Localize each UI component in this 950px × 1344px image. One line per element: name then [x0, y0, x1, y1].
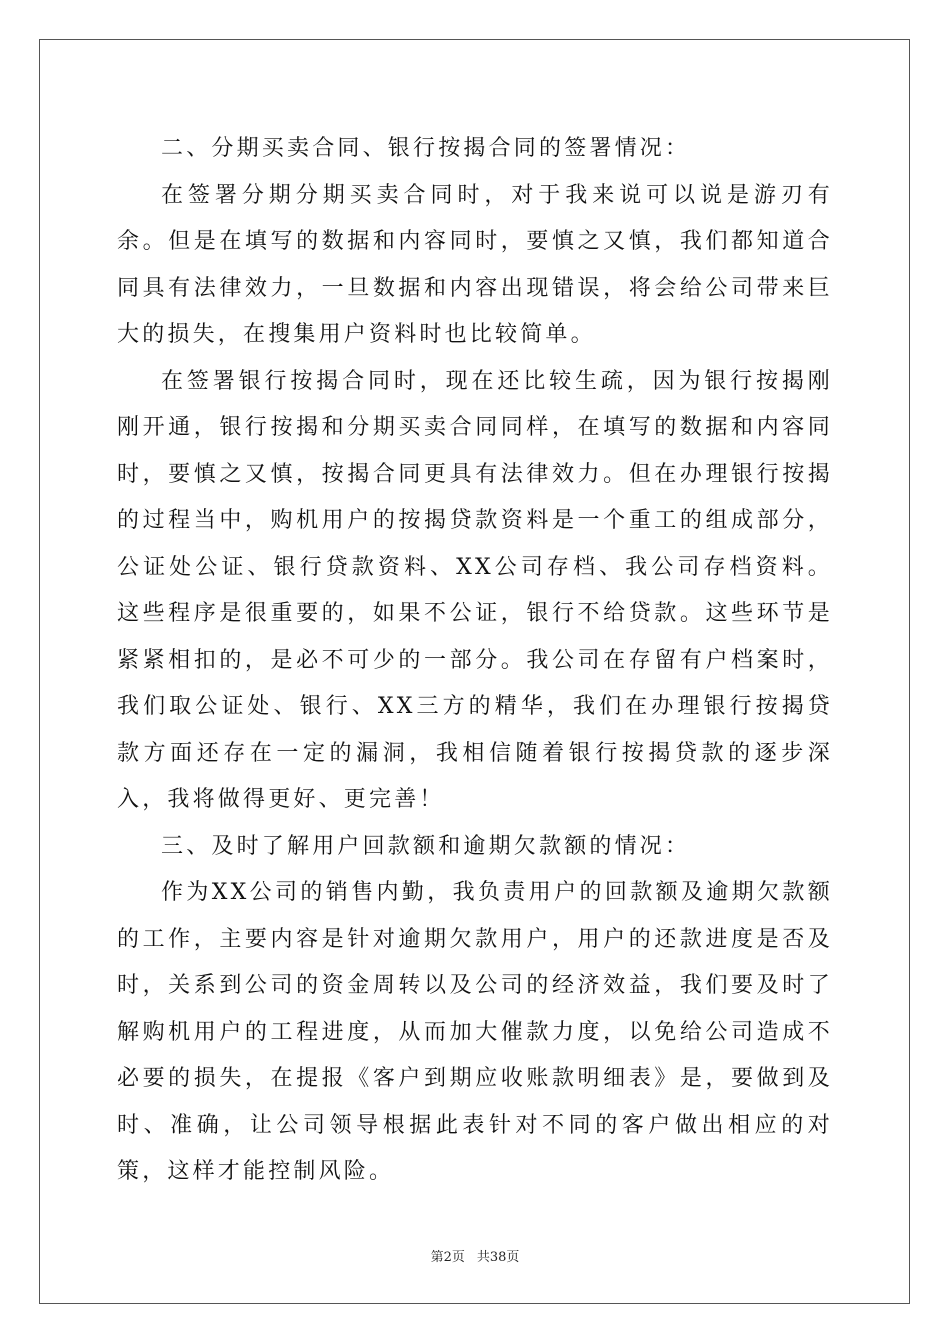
total-pages: 共38页	[476, 1250, 520, 1265]
paragraph: 在签署分期分期买卖合同时，对于我来说可以说是游刃有余。但是在填写的数据和内容同时，要慎之又慎，我们都知道合同具有法律效力，一旦数据和内容出现错误，将会给公司带来巨大的损失，在搜集用户资料时也比较简单。	[117, 182, 833, 347]
section-heading-3: 三、及时了解用户回款额和逾期欠款额的情况：	[161, 833, 691, 859]
document-body	[117, 126, 833, 1196]
page-footer	[0, 1246, 950, 1265]
section-heading-2: 二、分期买卖合同、银行按揭合同的签署情况：	[161, 136, 691, 161]
paragraph: 作为XX公司的销售内勤，我负责用户的回款额及逾期欠款额的工作，主要内容是针对逾期欠款用户，用户的还款进度是否及时，关系到公司的资金周转以及公司的经济效益，我们要及时了解购机用户的工程进度，从而加大催款力度，以免给公司造成不必要的损失，在提报《客户到期应收账款明细表》是，要做到及时、准确，让公司领导根据此表针对不同的客户做出相应的对策，这样才能控制风险。	[117, 880, 833, 1184]
paragraph: 在签署银行按揭合同时，现在还比较生疏，因为银行按揭刚刚开通，银行按揭和分期买卖合同同样，在填写的数据和内容同时，要慎之又慎，按揭合同更具有法律效力。但在办理银行按揭的过程当中，购机用户的按揭贷款资料是一个重工的组成部分，公证处公证、银行贷款资料、XX公司存档、我公司存档资料。这些程序是很重要的，如果不公证，银行不给贷款。这些环节是紧紧相扣的，是必不可少的一部分。我公司在存留有户档案时，我们取公证处、银行、XX三方的精华，我们在办理银行按揭贷款方面还存在一定的漏洞，我相信随着银行按揭贷款的逐步深入，我将做得更好、更完善！	[117, 368, 833, 812]
page-number: 第2页	[430, 1250, 465, 1265]
